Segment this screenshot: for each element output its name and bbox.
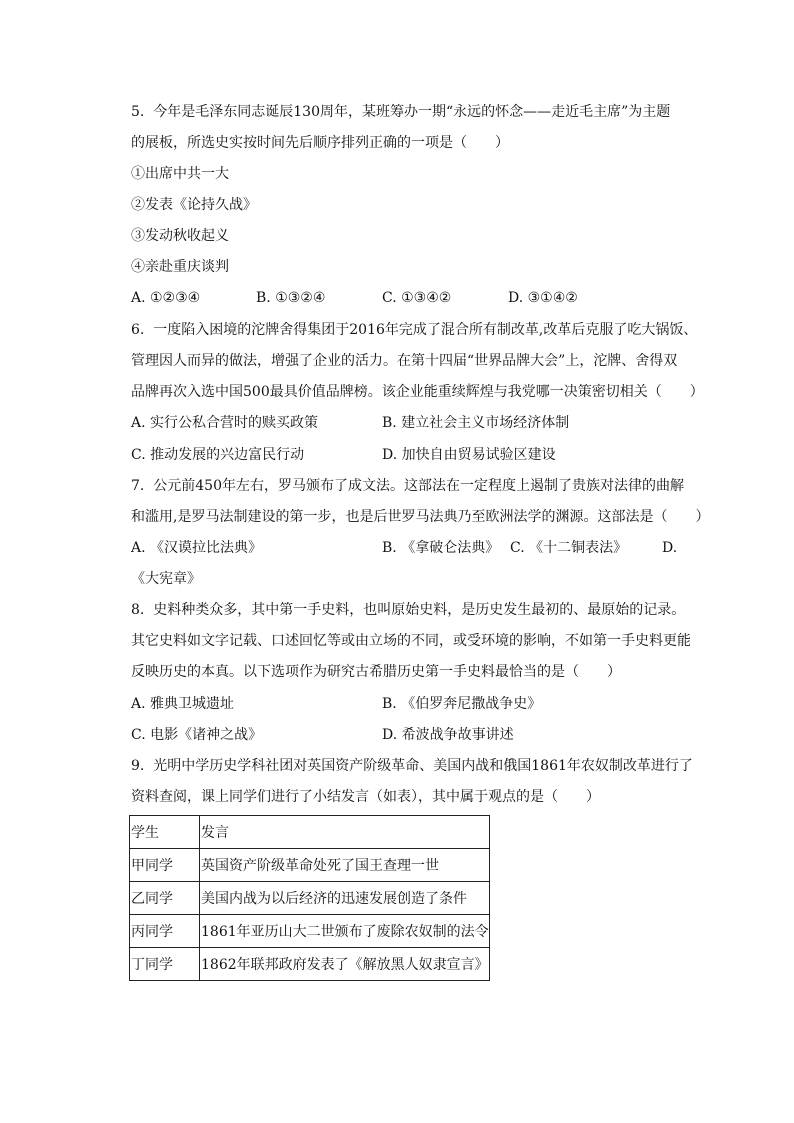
q6-stem-line-1: 6. 一度陷入困境的沱牌舍得集团于2016年完成了混合所有制改革,改革后克服了吃大锅饭、 [131, 322, 698, 338]
q6-stem-line-3: 品牌再次入选中国500最具价值品牌榜。该企业能重续辉煌与我党哪一决策密切相关（ ） [131, 384, 704, 400]
table-row [130, 915, 490, 948]
table-cell-student: 甲同学 [130, 849, 200, 882]
q5-option-c: C. ①③④② [382, 290, 452, 306]
table-cell-statement: 1861年亚历山大二世颁布了废除农奴制的法令 [200, 915, 490, 948]
q7-stem-line-1: 7. 公元前450年左右，罗马颁布了成文法。这部法在一定程度上遏制了贵族对法律的曲解 [131, 478, 684, 494]
table-row [130, 849, 490, 882]
q9-stem-line-1: 9. 光明中学历史学科社团对英国资产阶级革命、美国内战和俄国1861年农奴制改革进行了 [131, 758, 693, 774]
table-row [130, 882, 490, 915]
q5-stem-line-2: 的展板，所选史实按时间先后顺序排列正确的一项是（ ） [131, 135, 509, 151]
q5-item-3: ③发动秋收起义 [131, 228, 229, 244]
q8-stem-line-3: 反映历史的本真。以下选项作为研究古希腊历史第一手史料最恰当的是（ ） [131, 664, 621, 680]
table-cell-statement: 1862年联邦政府发表了《解放黑人奴隶宣言》 [200, 948, 490, 981]
table-header-statement: 发言 [200, 816, 490, 849]
q7-option-a: A. 《汉谟拉比法典》 [131, 540, 263, 556]
q5-item-1: ①出席中共一大 [131, 166, 229, 182]
q8-stem-line-2: 其它史料如文字记载、口述回忆等或由立场的不同，或受环境的影响，不如第一手史料更能 [131, 633, 691, 649]
q7-option-d-text: 《大宪章》 [131, 571, 201, 587]
q6-stem-line-2: 管理因人而异的做法，增强了企业的活力。在第十四届“世界品牌大会”上，沱牌、舍得双 [131, 353, 678, 369]
q8-option-a: A. 雅典卫城遗址 [131, 696, 235, 712]
q5-stem-line-1: 5. 今年是毛泽东同志诞辰130周年，某班筹办一期“永远的怀念——走近毛主席”为主题 [131, 104, 671, 120]
q5-option-a: A. ①②③④ [131, 290, 201, 306]
table-row [130, 948, 490, 981]
q7-option-c: C. 《十二铜表法》 [510, 540, 628, 556]
table-header-row [130, 816, 490, 849]
q6-option-a: A. 实行公私合营时的赎买政策 [131, 415, 319, 431]
q9-stem-line-2: 资料查阅，课上同学们进行了小结发言（如表），其中属于观点的是（ ） [131, 789, 600, 805]
q5-item-2: ②发表《论持久战》 [131, 197, 257, 213]
q5-option-b: B. ①③②④ [256, 290, 326, 306]
q8-option-d: D. 希波战争故事讲述 [382, 727, 514, 743]
q7-stem-line-2: 和滥用,是罗马法制建设的第一步，也是后世罗马法典乃至欧洲法学的渊源。这部法是（ ） [131, 509, 710, 525]
q6-option-c: C. 推动发展的兴边富民行动 [131, 447, 305, 463]
table-cell-student: 丙同学 [130, 915, 200, 948]
q5-option-d: D. ③①④② [508, 290, 578, 306]
q8-option-b: B. 《伯罗奔尼撒战争史》 [382, 696, 542, 712]
table-cell-statement: 英国资产阶级革命处死了国王查理一世 [200, 849, 490, 882]
q9-table [129, 815, 490, 981]
q5-item-4: ④亲赴重庆谈判 [131, 259, 229, 275]
table-cell-student: 丁同学 [130, 948, 200, 981]
q6-option-b: B. 建立社会主义市场经济体制 [382, 415, 570, 431]
q8-option-c: C. 电影《诸神之战》 [131, 727, 263, 743]
q7-option-b: B. 《拿破仑法典》 [382, 540, 500, 556]
table-header-student: 学生 [130, 816, 200, 849]
table-cell-student: 乙同学 [130, 882, 200, 915]
q8-stem-line-1: 8. 史料种类众多，其中第一手史料，也叫原始史料，是历史发生最初的、最原始的记录。 [131, 602, 686, 618]
table-cell-statement: 美国内战为以后经济的迅速发展创造了条件 [200, 882, 490, 915]
q6-option-d: D. 加快自由贸易试验区建设 [382, 447, 556, 463]
q7-option-d-label: D. [662, 540, 678, 556]
